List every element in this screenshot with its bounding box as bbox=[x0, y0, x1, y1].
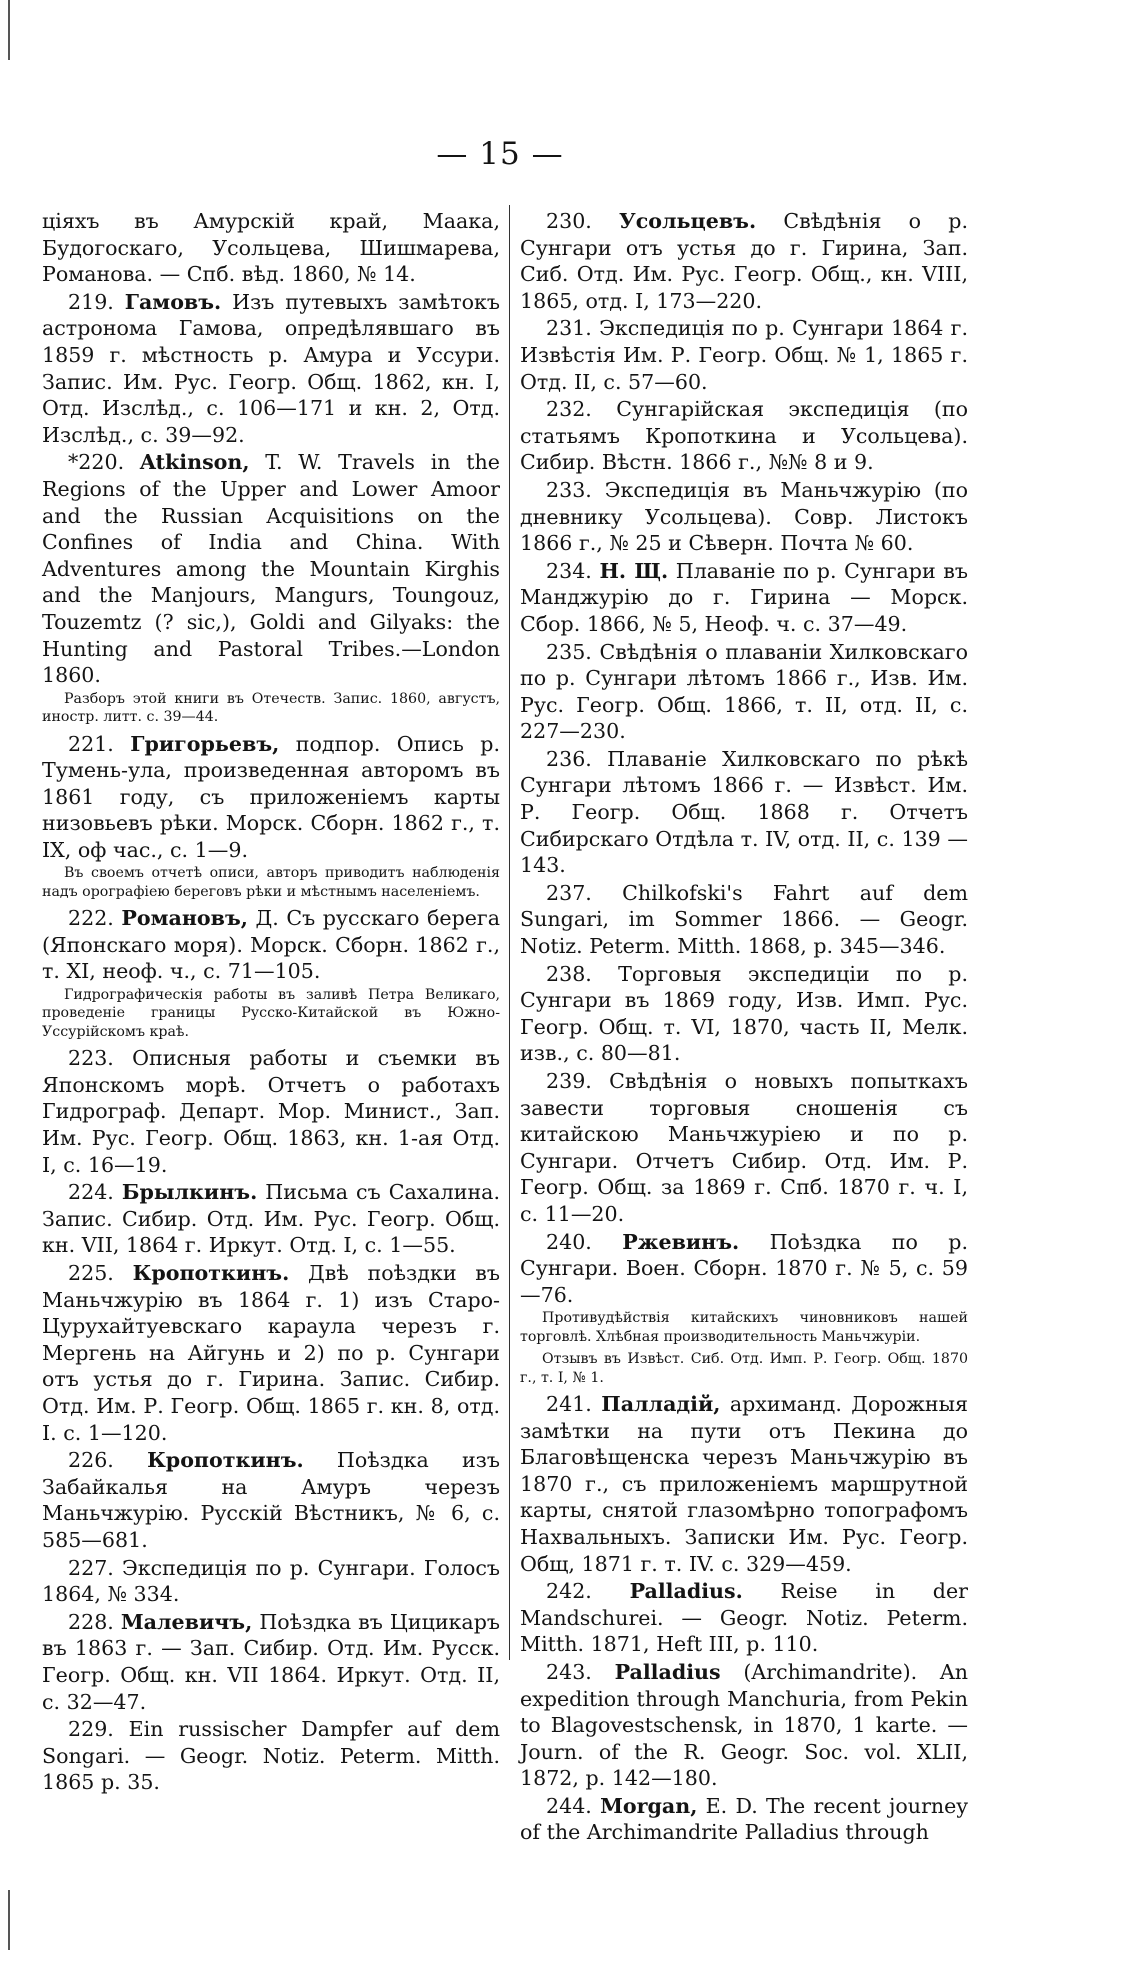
entry-number: 241. bbox=[546, 1391, 592, 1416]
bibliography-entry bbox=[42, 1447, 500, 1553]
bibliography-entry bbox=[42, 1179, 500, 1259]
bibliography-entry bbox=[42, 1609, 500, 1715]
entry-author: Н. Щ. bbox=[599, 558, 669, 583]
bibliography-entry bbox=[42, 731, 500, 864]
entry-number: 237. bbox=[546, 880, 592, 905]
bibliography-entry bbox=[520, 208, 968, 314]
entry-author: Morgan, bbox=[600, 1793, 698, 1818]
bibliography-entry bbox=[520, 880, 968, 960]
bibliography-entry bbox=[42, 1716, 500, 1796]
bibliography-entry bbox=[42, 449, 500, 688]
right-column bbox=[520, 208, 968, 1847]
entry-number: 230. bbox=[546, 209, 592, 233]
column-divider bbox=[509, 205, 510, 1660]
bibliography-entry bbox=[520, 1578, 968, 1658]
entry-text: Поѣздка въ Цицикаръ въ 1863 г. — Зап. Сибир. Отд. Им. Русск. Геогр. Общ. кн. VII 1864. Иркут. Отд. II, с. 32—47. bbox=[42, 1609, 500, 1714]
entry-author: Palladius. bbox=[629, 1579, 743, 1604]
entry-number: 238. bbox=[546, 961, 592, 986]
entry-number: 221. bbox=[68, 731, 114, 756]
entry-number: 228. bbox=[68, 1609, 114, 1634]
bibliography-entry bbox=[42, 905, 500, 985]
entry-number: *220. bbox=[68, 450, 125, 475]
entry-number: 244. bbox=[546, 1793, 592, 1818]
page-number: — 15 — bbox=[436, 136, 564, 172]
entry-author: Малевичъ, bbox=[120, 1609, 253, 1634]
entry-text: E. D. The recent journey of the Archimandrite Palladius through bbox=[520, 1793, 968, 1845]
entry-author: Кропоткинъ. bbox=[147, 1448, 304, 1473]
bibliography-note: Отзывъ въ Извѣст. Сиб. Отд. Имп. Р. Геогр. Общ. 1870 г., т. I, № 1. bbox=[520, 1351, 968, 1386]
entry-text: Сунгарійская экспедиція (по статьямъ Кропоткина и Усольцева). Сибир. Вѣстн. 1866 г., №№ 8 и 9. bbox=[520, 397, 968, 475]
entry-number: 232. bbox=[546, 397, 592, 422]
bibliography-entry bbox=[520, 315, 968, 395]
entry-number: 234. bbox=[546, 558, 592, 583]
entry-number: 235. bbox=[546, 639, 592, 664]
page-edge-mark bbox=[8, 1890, 10, 1950]
bibliography-entry bbox=[520, 1068, 968, 1228]
bibliography-entry bbox=[520, 1659, 968, 1792]
entry-text: Chilkofski's Fahrt auf dem Sungari, im Sommer 1866. — Geogr. Notiz. Peterm. Mitth. 1868, p. 345—346. bbox=[520, 880, 969, 959]
bibliography-entry bbox=[520, 396, 968, 476]
bibliography-entry bbox=[520, 1229, 968, 1309]
bibliography-entry bbox=[520, 558, 968, 638]
entry-number: 219. bbox=[68, 289, 114, 314]
entry-continuation bbox=[42, 208, 500, 288]
entry-text: подпор. Опись р. Тумень-ула, произведенная авторомъ въ 1861 году, съ приложеніемъ карты низовьевъ рѣки. Морск. Сборн. 1862 г., т. IX, оф час., с. 1—9. bbox=[42, 731, 501, 862]
bibliography-note: Разборъ этой книги въ Отечеств. Запис. 1860, августъ, иностр. литт. с. 39—44. bbox=[42, 690, 500, 726]
left-column bbox=[42, 208, 500, 1797]
entry-text: Поѣздка по р. Сунгари. Воен. Сборн. 1870 г. № 5, с. 59—76. bbox=[520, 1229, 968, 1307]
entry-text: Экспедиція по р. Сунгари 1864 г. Извѣстія Им. Р. Геогр. Общ. № 1, 1865 г. Отд. II, с. 57—60. bbox=[520, 316, 968, 394]
entry-author: Ржевинъ. bbox=[622, 1229, 740, 1254]
entry-text: Экспедиція въ Маньчжурію (по дневнику Усольцева). Совр. Листокъ 1866 г., № 25 и Сѣверн. Почта № 60. bbox=[520, 477, 968, 556]
bibliography-entry bbox=[42, 1260, 500, 1446]
entry-text: Д. Съ русскаго берега (Японскаго моря). Морск. Сборн. 1862 г., т. XI, неоф. ч., с. 71—105. bbox=[42, 906, 501, 984]
bibliography-note: Гидрографическія работы въ заливѣ Петра Великаго, проведеніе границы Русско-Китайской въ Южно-Уссурійскомъ краѣ. bbox=[42, 987, 500, 1040]
entry-number: 233. bbox=[546, 477, 592, 502]
bibliography-entry bbox=[520, 746, 968, 879]
bibliography-entry bbox=[42, 289, 500, 449]
entry-text: Изъ путевыхъ замѣтокъ астронома Гамова, опредѣлявшаго въ 1859 г. мѣстность р. Амура и Уссури. Запис. Им. Рус. Геогр. Общ. 1862, кн. I, Отд. Изслѣд., с. 106—171 и кн. 2, Отд. Изслѣд., с. 39—92. bbox=[42, 289, 501, 447]
entry-number: 236. bbox=[546, 746, 592, 771]
entry-text: Свѣдѣнія о новыхъ попыткахъ завести торговыя сношенія съ китайскою Маньчжуріею и по р. Сунгари. Отчетъ Сибир. Отд. Им. Р. Геогр. Общ. за 1869 г. Спб. 1870 г. ч. I, с. 11—20. bbox=[520, 1069, 968, 1226]
entry-number: 224. bbox=[68, 1180, 114, 1205]
bibliography-entry bbox=[42, 1045, 500, 1178]
bibliography-entry bbox=[520, 477, 968, 557]
entry-text: Письма съ Сахалина. Запис. Сибир. Отд. Им. Рус. Геогр. Общ. кн. VII, 1864 г. Иркут. Отд. I, с. 1—55. bbox=[42, 1180, 500, 1258]
entry-author: Григорьевъ, bbox=[130, 731, 280, 756]
entry-text: Свѣдѣнія о р. Сунгари отъ устья до г. Гирина, Зап. Сиб. Отд. Им. Рус. Геогр. Общ., кн. VIII, 1865, отд. I, 173—220. bbox=[520, 209, 968, 313]
entry-number: 225. bbox=[68, 1261, 114, 1286]
entry-text: ціяхъ въ Амурскій край, Маака, Будогоскаго, Усольцева, Шишмарева, Романова. — Спб. вѣд. 1860, № 14. bbox=[42, 209, 500, 287]
entry-author: Atkinson, bbox=[139, 450, 250, 475]
entry-number: 240. bbox=[546, 1229, 592, 1254]
entry-author: Усольцевъ. bbox=[619, 209, 757, 233]
bibliography-entry bbox=[42, 1555, 500, 1608]
page-edge-mark bbox=[8, 0, 10, 60]
entry-text: Reise in der Mandschurei. — Geogr. Notiz. Peterm. Mitth. 1871, Heft III, p. 110. bbox=[520, 1579, 968, 1657]
entry-number: 227. bbox=[68, 1555, 114, 1580]
entry-text: Ein russischer Dampfer auf dem Songari. — Geogr. Notiz. Peterm. Mitth. 1865 p. 35. bbox=[42, 1717, 500, 1795]
entry-text: Плаваніе по р. Сунгари въ Манджурію до г. Гирина — Морск. Сбор. 1866, № 5, Неоф. ч. с. 37—49. bbox=[520, 558, 968, 636]
bibliography-entry bbox=[520, 639, 968, 745]
entry-author: Палладій, bbox=[601, 1391, 721, 1416]
entry-author: Гамовъ. bbox=[124, 289, 222, 314]
entry-author: Кропоткинъ. bbox=[132, 1261, 290, 1286]
entry-text: Описныя работы и съемки въ Японскомъ морѣ. Отчетъ о работахъ Гидрограф. Департ. Мор. Минист., Зап. Им. Рус. Геогр. Общ. 1863, кн. 1-ая Отд. I, с. 16—19. bbox=[42, 1046, 500, 1177]
entry-text: архиманд. Дорожныя замѣтки на пути отъ Пекина до Благовѣщенска черезъ Маньчжурію въ 1870 г., съ приложеніемъ маршрутной карты, снятой глазомѣрно топографомъ Нахвальныхъ. Записки Им. Рус. Геогр. Общ, 1871 г. т. IV. с. 329—459. bbox=[520, 1391, 969, 1576]
entry-number: 243. bbox=[546, 1659, 592, 1684]
entry-text: Торговыя экспедиціи по р. Сунгари въ 1869 году, Изв. Имп. Рус. Геогр. Общ. т. VI, 1870, часть II, Мелк. изв., с. 80—81. bbox=[520, 961, 968, 1066]
bibliography-entry bbox=[520, 961, 968, 1067]
entry-text: T. W. Travels in the Regions of the Upper and Lower Amoor and the Russian Acquisitions on the Confines of India and China. With Adventures among the Mountain Kirghis and the Manjours, Mangurs, Toungouz, Touzemtz (? sic,), Goldi and Gilyaks: the Hunting and Pastoral Tribes.—London 1860. bbox=[42, 450, 500, 688]
entry-text: Поѣздка изъ Забайкалья на Амуръ черезъ Маньчжурію. Русскій Вѣстникъ, № 6, с. 585—681. bbox=[42, 1448, 501, 1552]
entry-number: 242. bbox=[546, 1579, 592, 1604]
entry-author: Palladius bbox=[614, 1659, 721, 1684]
bibliography-note: Въ своемъ отчетѣ описи, авторъ приводитъ наблюденія надъ орографіею береговъ рѣки и мѣстнымъ населеніемъ. bbox=[42, 865, 500, 900]
entry-author: Романовъ, bbox=[121, 906, 248, 931]
entry-number: 239. bbox=[546, 1069, 592, 1093]
entry-author: Брылкинъ. bbox=[121, 1180, 258, 1205]
bibliography-note: Противудѣйствія китайскихъ чиновниковъ нашей торговлѣ. Хлѣбная производительность Маньчжуріи. bbox=[520, 1310, 968, 1345]
entry-text: Экспедиція по р. Сунгари. Голосъ 1864, № 334. bbox=[42, 1555, 500, 1607]
entry-text: (Archimandrite). An expedition through Manchuria, from Pekin to Blagovestschensk, in 1870, 1 karte. — Journ. of the R. Geogr. Soc. vol. XLII, 1872, p. 142—180. bbox=[520, 1659, 969, 1791]
entry-number: 226. bbox=[68, 1448, 114, 1473]
entry-number: 231. bbox=[546, 316, 592, 341]
entry-number: 223. bbox=[68, 1046, 114, 1071]
entry-text: Двѣ поѣздки въ Маньчжурію въ 1864 г. 1) изъ Старо-Цурухайтуевскаго караула черезъ г. Мергень на Айгунь и 2) по р. Сунгари отъ устья до г. Гирина. Запис. Сибир. Отд. Им. Р. Геогр. Общ. 1865 г. кн. 8, отд. I. с. 1—120. bbox=[42, 1261, 500, 1445]
entry-text: Плаваніе Хилковскаго по рѣкѣ Сунгари лѣтомъ 1866 г. — Извѣст. Им. Р. Геогр. Общ. 1868 г. Отчетъ Сибирскаго Отдѣла т. IV, отд. II, с. 139 — 143. bbox=[520, 746, 968, 878]
bibliography-entry bbox=[520, 1793, 968, 1846]
entry-number: 222. bbox=[68, 906, 114, 931]
entry-number: 229. bbox=[68, 1717, 114, 1742]
entry-text: Свѣдѣнія о плаваніи Хилковскаго по р. Сунгари лѣтомъ 1866 г., Изв. Им. Рус. Геогр. Общ. 1866, т. II, отд. II, с. 227—230. bbox=[520, 639, 968, 744]
bibliography-entry bbox=[520, 1391, 968, 1577]
